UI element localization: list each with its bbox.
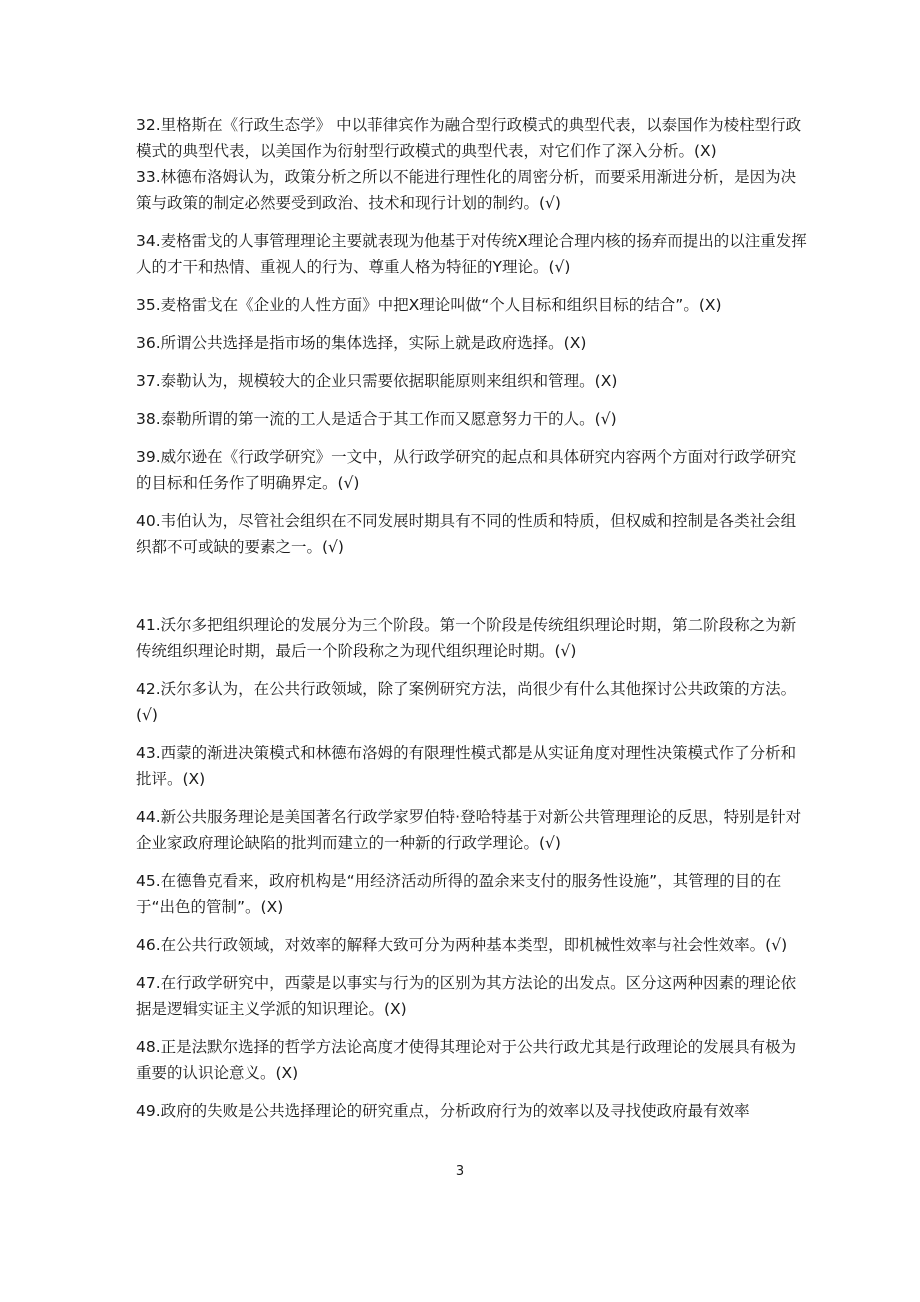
list-item: 37.泰勒认为，规模较大的企业只需要依据职能原则来组织和管理。(X): [136, 372, 618, 390]
list-item: 40.韦伯认为，尽管社会组织在不同发展时期具有不同的性质和特质，但权威和控制是各类社会组织都不可或缺的要素之一。(√): [136, 512, 797, 556]
list-item: 44.新公共服务理论是美国著名行政学家罗伯特·登哈特基于对新公共管理理论的反思，特别是针对企业家政府理论缺陷的批判而建立的一种新的行政学理论。(√): [136, 808, 802, 852]
list-item: 48.正是法默尔选择的哲学方法论高度才使得其理论对于公共行政尤其是行政理论的发展具有极为重要的认识论意义。(X): [136, 1038, 797, 1082]
list-item: 33.林德布洛姆认为，政策分析之所以不能进行理性化的周密分析，而要采用渐进分析，是因为决策与政策的制定必然要受到政治、技术和现行计划的制约。(√): [136, 168, 797, 212]
list-item: 35.麦格雷戈在《企业的人性方面》中把X理论叫做“个人目标和组织目标的结合”。(X): [136, 296, 722, 314]
list-item: 41.沃尔多把组织理论的发展分为三个阶段。第一个阶段是传统组织理论时期，第二阶段称之为新传统组织理论时期，最后一个阶段称之为现代组织理论时期。(√): [136, 616, 797, 660]
list-item: 36.所谓公共选择是指市场的集体选择，实际上就是政府选择。(X): [136, 334, 587, 352]
page-number: 3: [455, 1164, 465, 1179]
list-item: 45.在德鲁克看来，政府机构是“用经济活动所得的盈余来支付的服务性设施”，其管理的目的在于“出色的管制”。(X): [136, 872, 782, 916]
list-item: 38.泰勒所谓的第一流的工人是适合于其工作而又愿意努力干的人。(√): [136, 410, 617, 428]
list-item: 42.沃尔多认为，在公共行政领域，除了案例研究方法，尚很少有什么其他探讨公共政策的方法。(√): [136, 680, 797, 724]
list-item: 49.政府的失败是公共选择理论的研究重点，分析政府行为的效率以及寻找使政府最有效率: [136, 1102, 750, 1120]
question-list: [136, 112, 808, 1124]
list-item: 39.威尔逊在《行政学研究》一文中，从行政学研究的起点和具体研究内容两个方面对行政学研究的目标和任务作了明确界定。(√): [136, 448, 797, 492]
list-item: 46.在公共行政领域，对效率的解释大致可分为两种基本类型，即机械性效率与社会性效率。(√): [136, 936, 788, 954]
list-item: 34.麦格雷戈的人事管理理论主要就表现为他基于对传统X理论合理内核的扬弃而提出的以注重发挥人的才干和热情、重视人的行为、尊重人格为特征的Y理论。(√): [136, 232, 807, 276]
list-item: 43.西蒙的渐进决策模式和林德布洛姆的有限理性模式都是从实证角度对理性决策模式作了分析和批评。(X): [136, 744, 797, 788]
list-item: 32.里格斯在《行政生态学》 中以菲律宾作为融合型行政模式的典型代表，以泰国作为棱柱型行政模式的典型代表，以美国作为衍射型行政模式的典型代表，对它们作了深入分析。(X): [136, 116, 802, 160]
list-item: 47.在行政学研究中，西蒙是以事实与行为的区别为其方法论的出发点。区分这两种因素的理论依据是逻辑实证主义学派的知识理论。(X): [136, 974, 797, 1018]
